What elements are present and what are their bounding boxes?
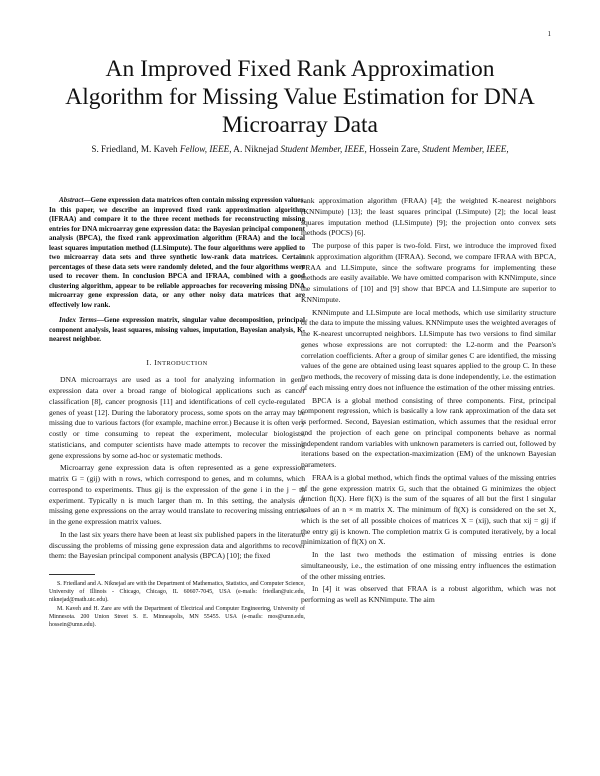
author-role-2: Student Member, IEEE (280, 144, 365, 154)
paper-title: An Improved Fixed Rank Approximation Algorithm for Missing Value Estimation for DNA Microarray Data (65, 56, 535, 138)
abstract-text: —Gene expression data matrices often contain missing expression values. In this paper, we describe an improved fixed rank approximation algorithm (IFRAA) and compare it to the three recent methods for reconstructing missing entries for DNA microarray gene expression data: the Bayesian principal component analysis (BPCA), the fixed rank approximation algorithm (FRAA) and the local least squares imputation method (LLSimpute). The four algorithms were applied to two microarray data sets and three synthetic low-rank data matrices. Certain percentages of these data sets were randomly deleted, and the four algorithms were used to recover them. In conclusion BPCA and IFRAA, combined with a good clustering algorithm, appear to be reliable approaches for recovering missing DNA microarray gene expression data, or any other noisy data matrices that are effectively low rank. (49, 196, 305, 309)
index-terms-label: Index Terms (59, 316, 97, 324)
abstract (49, 196, 305, 310)
index-terms (49, 316, 305, 345)
section-heading (49, 358, 305, 370)
section-title-rest: NTRODUCTION (157, 359, 208, 367)
left-column (49, 196, 305, 630)
abstract-label: Abstract (59, 196, 84, 204)
body-paragraph: In [4] it was observed that FRAA is a robust algorithm, which was not performing as well as KNNimpute. The aim (301, 584, 556, 604)
body-paragraph: rank approximation algorithm (FRAA) [4]; the weighted K-nearest neighbors (KNNimpute) [13]; the least squares principal (LSimpute) [2]; the local least squares imputation method (LLSimpute) [9]; the projection onto convex sets methods (POCS) [6]. (301, 196, 556, 238)
right-column (301, 196, 556, 606)
footnote: S. Friedland and A. Niknejad are with the Department of Mathematics, Statistics, and Computer Science, University of Illinois - Chicago, Chicago, IL 60607-7045, USA (e-mails: friedlan@uic.edu, niknejad@math.uic.edu). (49, 581, 305, 603)
body-paragraph: Microarray gene expression data is often represented as a gene expression matrix G = (gij) with n rows, which correspond to genes, and m columns, which correspond to experiments. Thus gij is the expression of the gene i in the j − th experiment. Typically n is much larger than m. In this setting, the analysis of missing gene expressions on the array would translate to recovering missing entries in the gene expression matrix values. (49, 463, 305, 526)
page-number: 1 (547, 30, 551, 38)
author-role-1: Fellow, IEEE (179, 144, 230, 154)
section-first-letter: I (154, 357, 158, 367)
body-paragraph: The purpose of this paper is two-fold. First, we introduce the improved fixed rank approximation algorithm (IFRAA). Second, we compare IFRAA with BPCA, FRAA and LLSimpute, since the software programs for implementing these methods are easily available. We have omitted comparison with KNNimpute, since the simulations of [10] and [9] show that BPCA and LLSimpute are superior to KNNimpute. (301, 241, 556, 304)
footnote-divider (49, 574, 95, 575)
body-paragraph: KNNimpute and LLSimpute are local methods, which use similarity structure of the data to impute the missing values. KNNimpute uses the weighted averages of the K-nearest uncorrupted neighbors. LLSimpute has two versions to find similar genes whose expressions are not corrupted: the L2-norm and the Pearson's correlation coefficients. After a group of similar genes C are identified, the missing values of the gene are obtained using least squares applied to the group C. In these two methods, the recovery of missing data is done independently, i.e. the estimation of each missing entry does not influence the estimation of the other missing entries. (301, 307, 556, 392)
body-paragraph: FRAA is a global method, which finds the optimal values of the missing entries of the gene expression matrix G, such that the obtained G minimizes the object function fl(X). Here fl(X) is the sum of the squares of all but the first l singular values of an n × m matrix X. The minimum of fl(X) is considered on the set X, which is the set of all possible choices of matrices X = (xij), such that xij = gij if the entry gij is known. The completion matrix G is computed iteratively, by a local minimization of fl(X) on X. (301, 472, 556, 547)
body-paragraph: In the last two methods the estimation of missing entries is done simultaneously, i.e., the estimation of one missing entry influences the estimation of the other missing entries. (301, 550, 556, 581)
footnote: M. Kaveh and H. Zare are with the Department of Electrical and Computer Engineering, University of Minnesota. 200 Union Street S. E. Minneapolis, MN 55455. USA (e-mails: mos@umn.edu, hossein@umn.edu). (49, 606, 305, 628)
author-names-1: S. Friedland, M. Kaveh (91, 144, 180, 154)
body-paragraph: DNA microarrays are used as a tool for analyzing information in gene expression data over a broad range of biological applications such as cancer classification [8], cancer prognosis [11] and identifications of cell cycle-regulated genes of yeast [12]. During the laboratory process, some spots on the array may be missing due to various factors (for example, machine error.) Because it is often very costly or time consuming to repeat the experiment, molecular biologists, statisticians, and computer scientists have made attempts to recover the missing gene expressions by some ad-hoc or systematic methods. (49, 375, 305, 460)
section-number: I. (146, 357, 155, 367)
author-list (40, 143, 560, 155)
body-paragraph: BPCA is a global method consisting of three components. First, principal component regression, which is basically a low rank approximation of the data set is performed. Second, Bayesian estimation, which assumes that the residual error and the projection of each gene on principal components behave as normal independent random variables with unknown parameters is carried out, followed by iterations based on the expectation-maximization (EM) of the unknown Bayesian parameters. (301, 395, 556, 469)
author-names-2: , A. Niknejad (229, 144, 281, 154)
index-terms-text: —Gene expression matrix, singular value decomposition, principal component analysis, least squares, missing values, imputation, Bayesian analysis, K-nearest neighbor. (49, 316, 305, 343)
body-paragraph: In the last six years there have been at least six published papers in the literature discussing the problems of missing gene expression data and algorithms to recover them: the Bayesian principal component analysis (BPCA) [10]; the fixed (49, 529, 305, 561)
author-role-3: Student Member, IEEE, (422, 144, 509, 154)
author-names-3: , Hossein Zare, (364, 144, 423, 154)
